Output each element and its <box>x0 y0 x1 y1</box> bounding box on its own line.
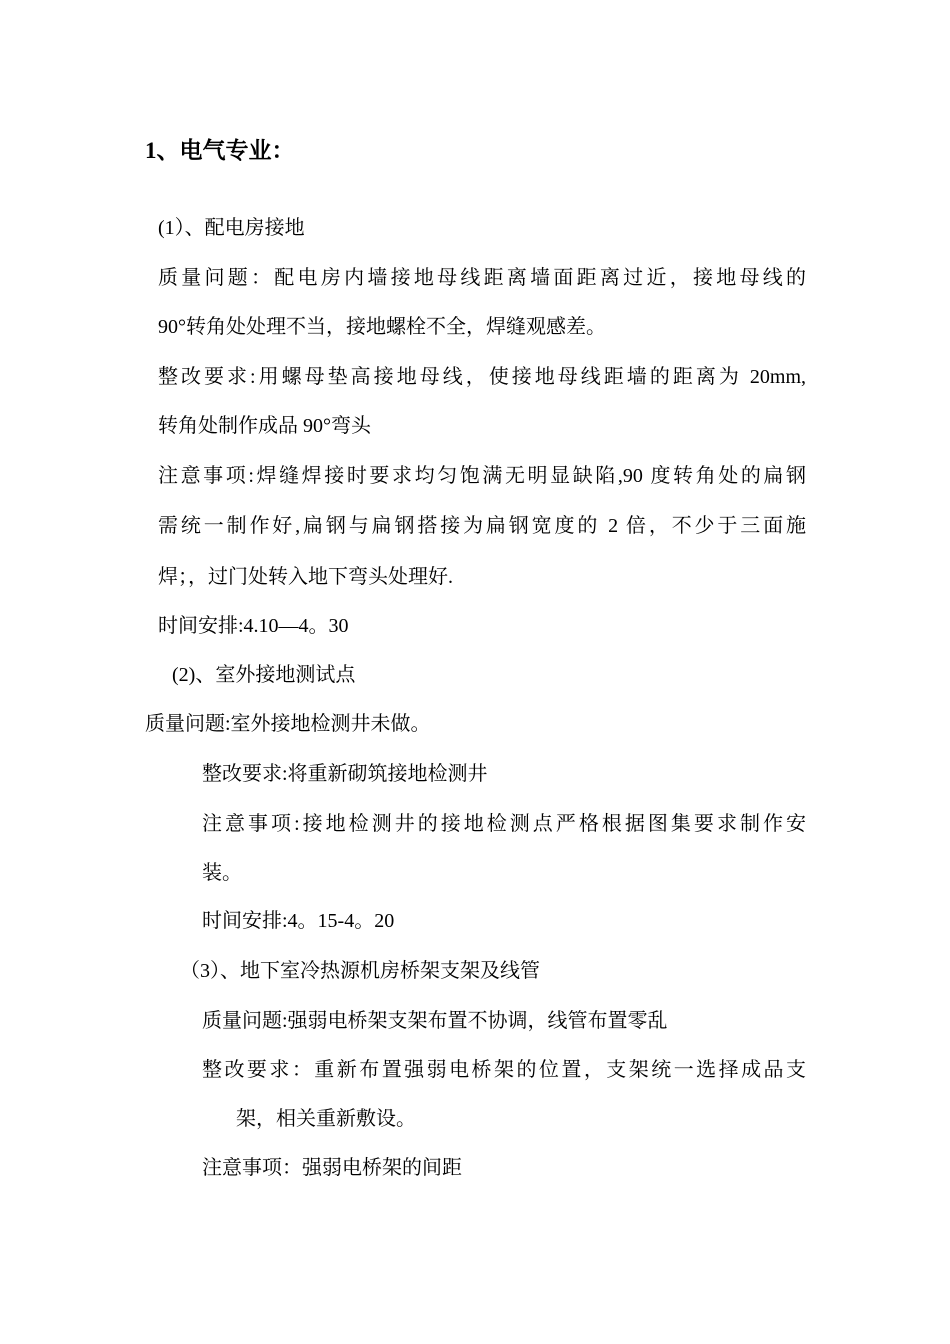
subsection-1-quality-line-2: 90°转角处处理不当，接地螺栓不全，焊缝观感差。 <box>158 316 606 338</box>
subsection-2-note-line-1: 注意事项:接地检测井的接地检测点严格根据图集要求制作安 <box>202 813 806 835</box>
subsection-1-note-line-2: 需统一制作好,扁钢与扁钢搭接为扁钢宽度的 2 倍，不少于三面施 <box>158 515 806 537</box>
subsection-2-rectification: 整改要求:将重新砌筑接地检测井 <box>202 763 488 785</box>
subsection-1-note-line-3: 焊；，过门处转入地下弯头处理好. <box>158 566 453 588</box>
subsection-1-note-line-1: 注意事项:焊缝焊接时要求均匀饱满无明显缺陷,90 度转角处的扁钢 <box>158 465 806 487</box>
section-heading: 1、电气专业： <box>145 138 295 163</box>
subsection-3-rectification-line-1: 整改要求：重新布置强弱电桥架的位置，支架统一选择成品支 <box>202 1059 806 1081</box>
subsection-3-note: 注意事项：强弱电桥架的间距 <box>202 1157 462 1179</box>
subsection-3-rectification-line-2: 架，相关重新敷设。 <box>236 1108 416 1130</box>
subsection-1-rectification-line-2: 转角处制作成品 90°弯头 <box>158 415 371 437</box>
subsection-1-quality-line-1: 质量问题：配电房内墙接地母线距离墙面距离过近，接地母线的 <box>158 267 806 289</box>
subsection-3-quality: 质量问题:强弱电桥架支架布置不协调，线管布置零乱 <box>202 1010 668 1032</box>
subsection-1-rectification-line-1: 整改要求:用螺母垫高接地母线，使接地母线距墙的距离为 20mm, <box>158 366 806 388</box>
subsection-2-note-line-2: 装。 <box>202 862 242 884</box>
subsection-1-schedule: 时间安排:4.10—4。30 <box>158 615 349 637</box>
subsection-2-schedule: 时间安排:4。15-4。20 <box>202 910 395 932</box>
subsection-2-quality: 质量问题:室外接地检测井未做。 <box>145 713 431 735</box>
subsection-2-title: (2)、室外接地测试点 <box>172 664 356 686</box>
subsection-3-title: （3）、地下室冷热源机房桥架支架及线管 <box>180 960 540 982</box>
subsection-1-title: (1）、配电房接地 <box>158 217 305 239</box>
